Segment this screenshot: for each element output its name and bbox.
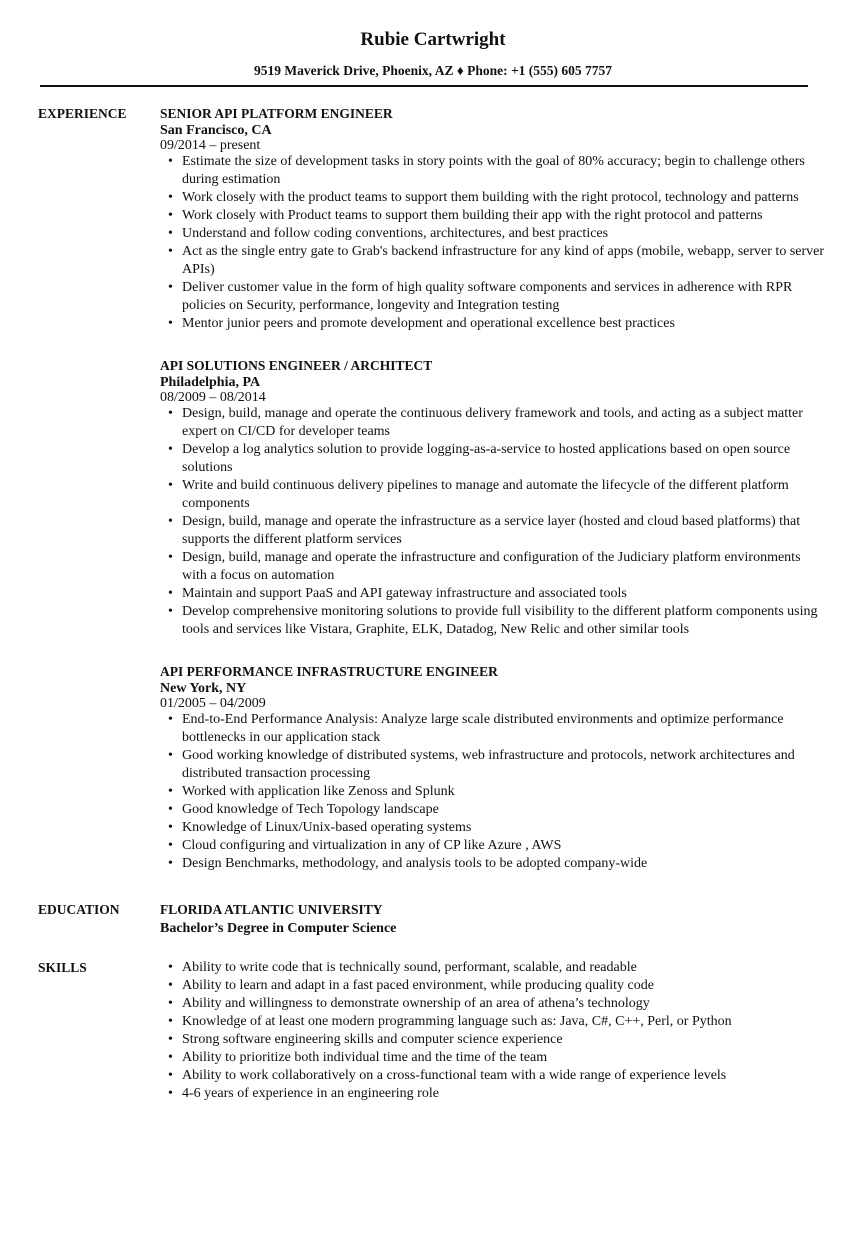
job-bullet: • Design, build, manage and operate the infrastructure and configuration of the Judiciary platform environments with a focus on automation: [182, 549, 826, 585]
job-bullet: • Good knowledge of Tech Topology landscape: [182, 801, 826, 819]
skill-item: • Ability to work collaboratively on a cross-functional team with a wide range of experience levels: [182, 1067, 826, 1085]
resume-header: [0, 28, 866, 80]
job-title: SENIOR API PLATFORM ENGINEER: [160, 106, 393, 121]
experience-heading: EXPERIENCE: [38, 106, 127, 121]
job-bullet: • Work closely with Product teams to support them building their app with the right protocol and patterns: [182, 207, 826, 225]
job-bullet: • Estimate the size of development tasks in story points with the goal of 80% accuracy; begin to challenge others during estimation: [182, 153, 826, 189]
skill-item: • Ability to write code that is technically sound, performant, scalable, and readable: [182, 959, 826, 977]
experience-body: [160, 105, 826, 873]
job-dates: 08/2009 – 08/2014: [160, 390, 266, 405]
job-dates: 01/2005 – 04/2009: [160, 696, 266, 711]
experience-section: [38, 105, 826, 873]
skills-heading: SKILLS: [38, 960, 87, 975]
job-location: Philadelphia, PA: [160, 375, 261, 390]
job-bullet: • Design Benchmarks, methodology, and analysis tools to be adopted company-wide: [182, 855, 826, 873]
job-bullet-list: [160, 711, 826, 873]
job-bullet: • End-to-End Performance Analysis: Analyze large scale distributed environments and optimize performance bottlenecks in our application stack: [182, 711, 826, 747]
job-bullet: • Cloud configuring and virtualization in any of CP like Azure , AWS: [182, 837, 826, 855]
job-bullet: • Work closely with the product teams to support them building with the right protocol, technology and patterns: [182, 189, 826, 207]
job-bullet-list: [160, 153, 826, 333]
job-bullet: • Good working knowledge of distributed systems, web infrastructure and protocols, network architectures and distributed transaction processing: [182, 747, 826, 783]
job-dates: 09/2014 – present: [160, 138, 261, 153]
job-bullet: • Design, build, manage and operate the continuous delivery framework and tools, and acting as a subject matter expert on CI/CD for developer teams: [182, 405, 826, 441]
job-bullet: • Mentor junior peers and promote development and operational excellence best practices: [182, 315, 826, 333]
skill-item: • Strong software engineering skills and computer science experience: [182, 1031, 826, 1049]
skill-item: • Ability to prioritize both individual time and the time of the team: [182, 1049, 826, 1067]
job-bullet: • Deliver customer value in the form of high quality software components and services in adherence with RPR policies on Security, performance, longevity and Integration testing: [182, 279, 826, 315]
job-location: San Francisco, CA: [160, 123, 272, 138]
job-bullet: • Understand and follow coding conventions, architectures, and best practices: [182, 225, 826, 243]
job-bullet: • Maintain and support PaaS and API gateway infrastructure and associated tools: [182, 585, 826, 603]
skills-body: [160, 959, 826, 1103]
job-bullet: • Write and build continuous delivery pipelines to manage and automate the lifecycle of the different platform components: [182, 477, 826, 513]
job-entry: [160, 357, 826, 639]
job-entry: [160, 105, 826, 333]
contact-line: 9519 Maverick Drive, Phoenix, AZ ♦ Phone: +1 (555) 605 7757: [253, 63, 613, 78]
job-title: API SOLUTIONS ENGINEER / ARCHITECT: [160, 358, 433, 373]
education-body: [160, 901, 826, 939]
education-heading: EDUCATION: [38, 902, 120, 917]
job-bullet: • Develop a log analytics solution to provide logging-as-a-service to hosted applications based on open source solutions: [182, 441, 826, 477]
job-bullet: • Knowledge of Linux/Unix-based operating systems: [182, 819, 826, 837]
job-bullet: • Worked with application like Zenoss and Splunk: [182, 783, 826, 801]
candidate-name: Rubie Cartwright: [360, 29, 506, 50]
job-entry: [160, 663, 826, 873]
job-bullet: • Act as the single entry gate to Grab's backend infrastructure for any kind of apps (mobile, webapp, server to server APIs): [182, 243, 826, 279]
job-bullet: • Develop comprehensive monitoring solutions to provide full visibility to the different platform components using tools and services like Vistara, Graphite, ELK, Datadog, New Relic and other similar tools: [182, 603, 826, 639]
education-degree: Bachelor’s Degree in Computer Science: [160, 921, 397, 936]
job-location: New York, NY: [160, 681, 247, 696]
skill-item: • Ability and willingness to demonstrate ownership of an area of athena’s technology: [182, 995, 826, 1013]
education-school: FLORIDA ATLANTIC UNIVERSITY: [160, 902, 383, 917]
header-divider: [40, 85, 808, 87]
skill-item: • Knowledge of at least one modern programming language such as: Java, C#, C++, Perl, or Python: [182, 1013, 826, 1031]
job-bullet-list: [160, 405, 826, 639]
skill-item: • Ability to learn and adapt in a fast paced environment, while producing quality code: [182, 977, 826, 995]
skill-item: • 4-6 years of experience in an engineering role: [182, 1085, 826, 1103]
skills-bullet-list: [160, 959, 826, 1103]
skills-section: [38, 959, 826, 1103]
job-title: API PERFORMANCE INFRASTRUCTURE ENGINEER: [160, 664, 498, 679]
job-bullet: • Design, build, manage and operate the infrastructure as a service layer (hosted and cloud based platforms) that supports the different platform services: [182, 513, 826, 549]
education-section: [38, 901, 826, 939]
